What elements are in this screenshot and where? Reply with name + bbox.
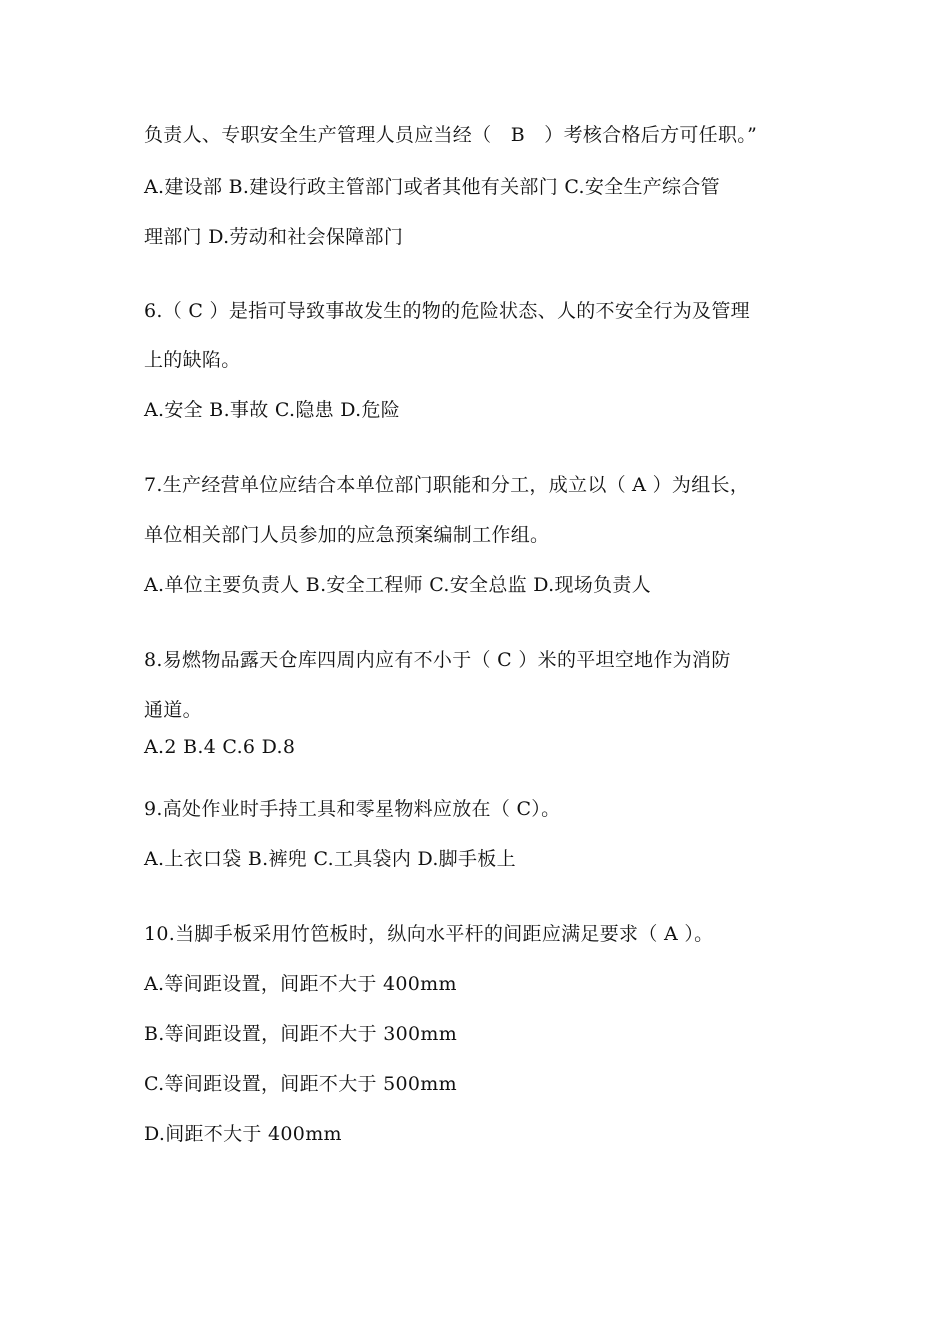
options-9: A.上衣口袋 B.裤兜 C.工具袋内 D.脚手板上 <box>144 848 516 870</box>
option-10-d: D.间距不大于 400mm <box>144 1123 342 1145</box>
question-9: 9.高处作业时手持工具和零星物料应放在（ C）。 <box>144 798 561 820</box>
text-line: 单位相关部门人员参加的应急预案编制工作组。 <box>144 524 550 546</box>
question-6: 6.（ C ）是指可导致事故发生的物的危险状态、人的不安全行为及管理 <box>144 300 750 322</box>
option-10-a: A.等间距设置，间距不大于 400mm <box>144 973 457 995</box>
question-8: 8.易燃物品露天仓库四周内应有不小于（ C ）米的平坦空地作为消防 <box>144 649 731 671</box>
option-10-c: C.等间距设置，间距不大于 500mm <box>144 1073 457 1095</box>
question-7: 7.生产经营单位应结合本单位部门职能和分工，成立以（ A ）为组长， <box>144 474 750 496</box>
text-line: 负责人、专职安全生产管理人员应当经（ B ）考核合格后方可任职。” <box>144 124 758 146</box>
options-8: A.2 B.4 C.6 D.8 <box>144 736 296 758</box>
options-6: A.安全 B.事故 C.隐患 D.危险 <box>144 399 401 421</box>
text-line: 上的缺陷。 <box>144 349 241 371</box>
options-7: A.单位主要负责人 B.安全工程师 C.安全总监 D.现场负责人 <box>144 574 651 596</box>
option-10-b: B.等间距设置，间距不大于 300mm <box>144 1023 458 1045</box>
question-10: 10.当脚手板采用竹笆板时，纵向水平杆的间距应满足要求（ A ）。 <box>144 923 714 945</box>
text-line: 通道。 <box>144 699 202 721</box>
text-line: A.建设部 B.建设行政主管部门或者其他有关部门 C.安全生产综合管 <box>144 176 720 198</box>
text-line: 理部门 D.劳动和社会保障部门 <box>144 226 404 248</box>
